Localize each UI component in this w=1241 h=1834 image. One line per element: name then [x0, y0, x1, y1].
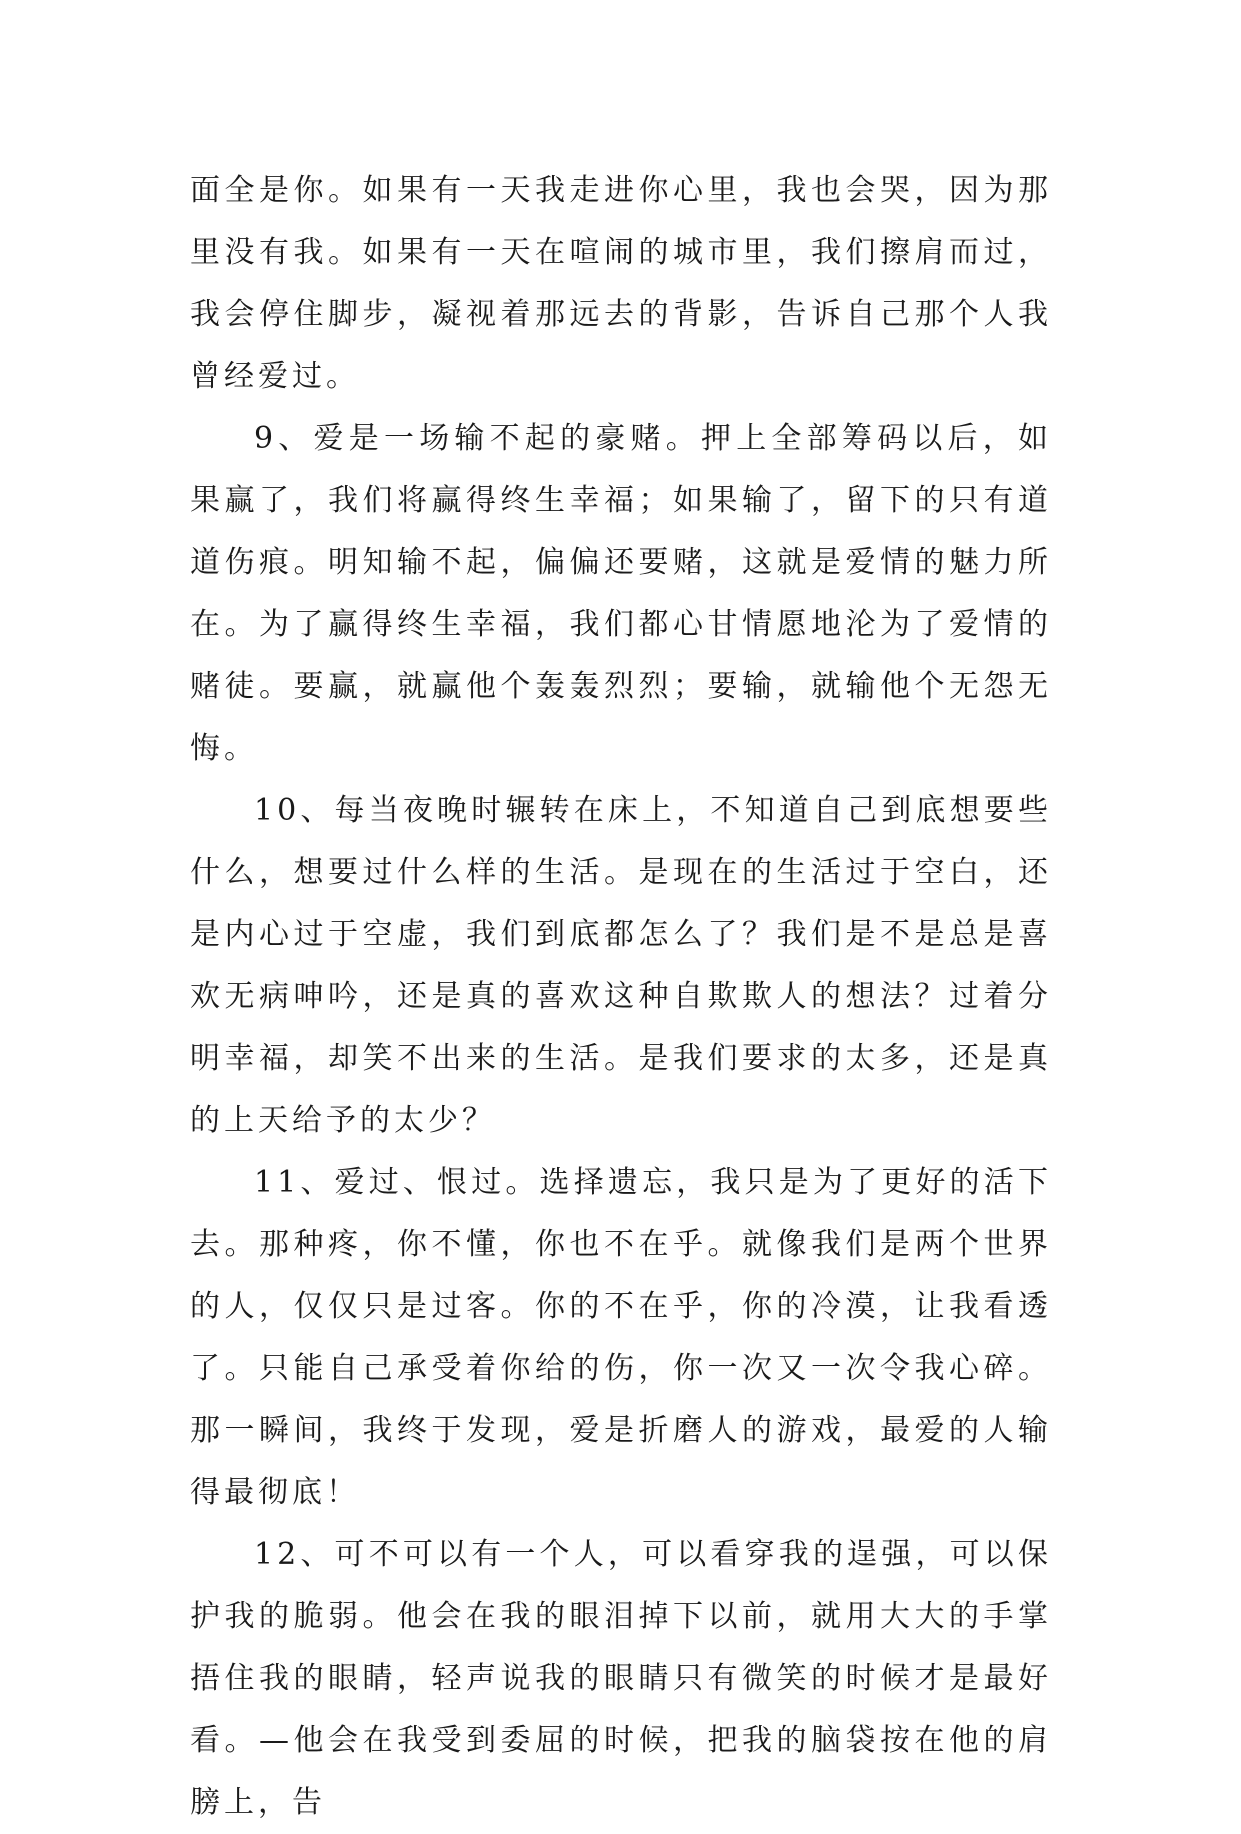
paragraph-12: 12、可不可以有一个人，可以看穿我的逞强，可以保护我的脆弱。他会在我的眼泪掉下以前，就用大大的手掌捂住我的眼睛，轻声说我的眼睛只有微笑的时候才是最好看。—他会在我受到委屈的时候，把我的脑袋按在他的肩膀上，告: [190, 1537, 1052, 1820]
paragraph-10: 10、每当夜晚时辗转在床上，不知道自己到底想要些什么，想要过什么样的生活。是现在的生活过于空白，还是内心过于空虚，我们到底都怎么了？我们是不是总是喜欢无病呻吟，还是真的喜欢这种自欺欺人的想法？过着分明幸福，却笑不出来的生活。是我们要求的太多，还是真的上天给予的太少？: [190, 793, 1052, 1138]
paragraph-9: 9、爱是一场输不起的豪赌。押上全部筹码以后，如果赢了，我们将赢得终生幸福；如果输了，留下的只有道道伤痕。明知输不起，偏偏还要赌，这就是爱情的魅力所在。为了赢得终生幸福，我们都心甘情愿地沦为了爱情的赌徒。要赢，就赢他个轰轰烈烈；要输，就输他个无怨无悔。: [190, 421, 1052, 766]
paragraph-11: 11、爱过、恨过。选择遗忘，我只是为了更好的活下去。那种疼，你不懂，你也不在乎。就像我们是两个世界的人，仅仅只是过客。你的不在乎，你的冷漠，让我看透了。只能自己承受着你给的伤，你一次又一次令我心碎。那一瞬间，我终于发现，爱是折磨人的游戏，最爱的人输得最彻底！: [190, 1165, 1052, 1510]
paragraph-continuation: 面全是你。如果有一天我走进你心里，我也会哭，因为那里没有我。如果有一天在喧闹的城市里，我们擦肩而过，我会停住脚步，凝视着那远去的背影，告诉自己那个人我曾经爱过。: [190, 173, 1052, 394]
document-body: [190, 160, 1052, 1834]
